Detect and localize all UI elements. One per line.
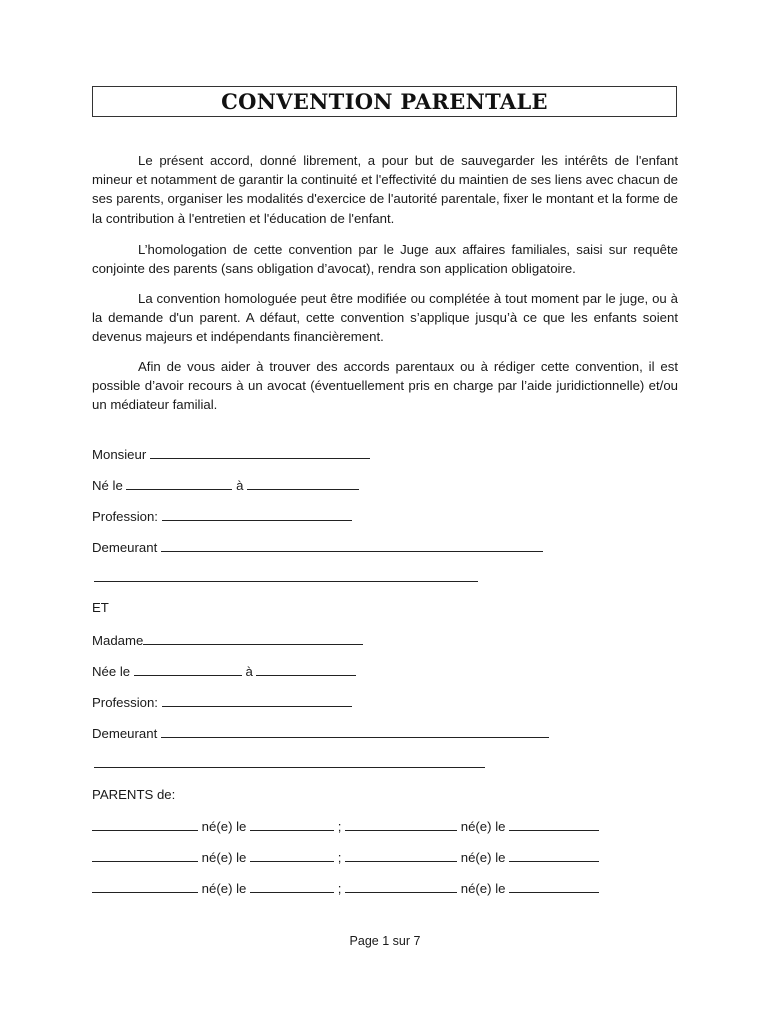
father-profession-row [92,507,352,524]
father-address-label: Demeurant [92,540,158,555]
mother-address-label: Demeurant [92,726,158,741]
father-birthplace-field[interactable] [247,476,359,490]
child-birthdate-field[interactable] [250,879,334,893]
mother-address-row [92,724,549,741]
father-address-line-2[interactable] [94,581,478,582]
father-profession-label: Profession: [92,509,158,524]
child-name-field[interactable] [92,879,198,893]
parents-label: PARENTS de: [92,787,176,802]
child-name-field[interactable] [345,848,457,862]
mother-address-field[interactable] [161,724,549,738]
father-title-label: Monsieur [92,447,147,462]
paragraph-modification: La convention homologuée peut être modifiée ou complétée à tout moment par le juge, ou à la demande d'un parent. A défaut, cette convention s’applique jusqu’à ce que les enfants soient devenus majeurs et indépendants financièrement. [92,291,678,345]
child-name-field[interactable] [345,879,457,893]
father-name-row [92,445,370,462]
child-birthdate-field[interactable] [509,848,599,862]
mother-name-row [92,631,363,648]
child-born-label: né(e) le [460,850,506,865]
child-name-field[interactable] [92,848,198,862]
child-birthdate-field[interactable] [509,817,599,831]
paragraph-assistance: Afin de vous aider à trouver des accords parentaux ou à rédiger cette convention, il est possible d’avoir recours à un avocat (éventuellement pris en charge par l’aide juridictionnelle) et/ou un médiateur familial. [92,359,678,413]
mother-profession-field[interactable] [162,693,352,707]
document-title: CONVENTION PARENTALE [221,89,548,114]
father-address-field[interactable] [161,538,543,552]
father-at-label: à [236,478,244,493]
separator: ; [337,850,342,865]
mother-born-label: Née le [92,664,131,679]
page-footer: Page 1 sur 7 [349,934,421,948]
father-address-row [92,538,543,555]
child-born-label: né(e) le [201,881,247,896]
mother-profession-label: Profession: [92,695,158,710]
father-name-field[interactable] [150,445,370,459]
paragraph-purpose: Le présent accord, donné librement, a pour but de sauvegarder les intérêts de l'enfant mineur et notamment de garantir la continuité et l'effectivité du maintien de ses liens avec chacun de ses parents, organiser les modalités d'exercice de l'autorité parentale, fixer le montant et la forme de la contribution à l'entretien et l'éducation de l'enfant. [92,153,678,226]
child-born-label: né(e) le [460,819,506,834]
separator: ; [337,881,342,896]
mother-birthdate-field[interactable] [134,662,242,676]
child-birthdate-field[interactable] [250,817,334,831]
child-row [92,879,599,896]
mother-at-label: à [245,664,253,679]
title-box [92,86,677,117]
child-birthdate-field[interactable] [509,879,599,893]
child-born-label: né(e) le [201,850,247,865]
child-birthdate-field[interactable] [250,848,334,862]
separator: ; [337,819,342,834]
child-name-field[interactable] [345,817,457,831]
father-birthdate-field[interactable] [126,476,232,490]
paragraph-homologation: L’homologation de cette convention par le Juge aux affaires familiales, saisi sur requête conjointe des parents (sans obligation d’avocat), rendra son application obligatoire. [92,242,678,277]
mother-profession-row [92,693,352,710]
child-row [92,817,599,834]
father-birth-row [92,476,359,493]
child-name-field[interactable] [92,817,198,831]
father-profession-field[interactable] [162,507,352,521]
mother-birth-row [92,662,356,679]
father-born-label: Né le [92,478,123,493]
mother-title-label: Madame [92,633,144,648]
child-row [92,848,599,865]
mother-address-line-2[interactable] [94,767,485,768]
child-born-label: né(e) le [201,819,247,834]
mother-name-field[interactable] [143,631,363,645]
mother-birthplace-field[interactable] [256,662,356,676]
child-born-label: né(e) le [460,881,506,896]
and-label: ET [92,600,109,615]
